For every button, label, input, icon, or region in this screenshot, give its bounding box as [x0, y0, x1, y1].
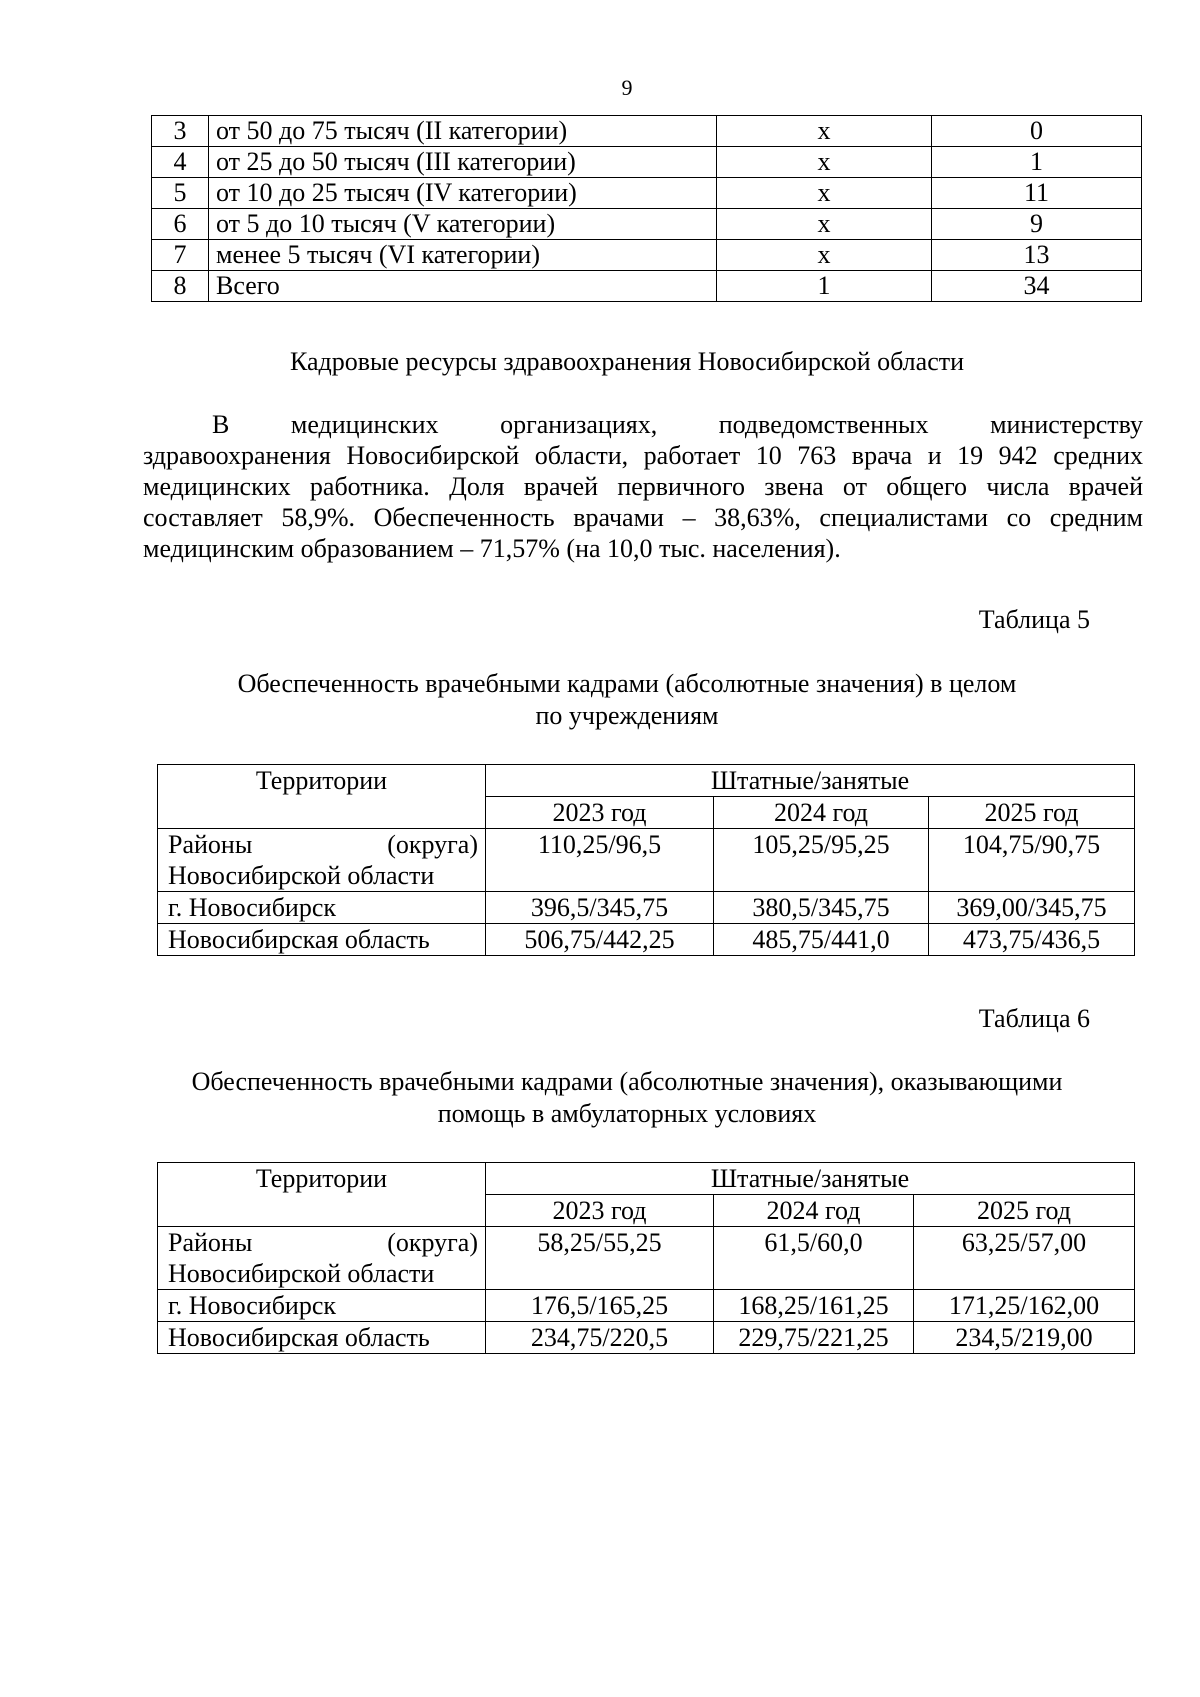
table-row — [158, 1322, 1135, 1354]
table-6-label: Таблица 6 — [978, 1004, 1090, 1033]
settlement-category-table — [151, 115, 1142, 302]
column-header-year: 2025 год — [929, 797, 1135, 829]
territory-name — [158, 829, 486, 892]
row-count: 13 — [932, 240, 1142, 271]
value-cell: 506,75/442,25 — [486, 924, 714, 956]
word: организациях, — [500, 410, 658, 439]
column-header-group: Штатные/занятые — [486, 1163, 1135, 1195]
territory-name: г. Новосибирск — [158, 1290, 486, 1322]
row-count: 9 — [932, 209, 1142, 240]
row-number: 5 — [152, 178, 209, 209]
row-label: от 10 до 25 тысяч (IV категории) — [209, 178, 717, 209]
territory-name-part: (округа) — [387, 1228, 478, 1257]
table-row — [152, 178, 1142, 209]
value-cell: 63,25/57,00 — [914, 1227, 1135, 1290]
row-value: х — [717, 240, 932, 271]
table-header-row — [158, 765, 1135, 797]
territory-name: Новосибирская область — [158, 1322, 486, 1354]
row-number: 3 — [152, 116, 209, 147]
table-row — [152, 147, 1142, 178]
column-header-territory: Территории — [158, 1163, 486, 1227]
row-count: 1 — [932, 147, 1142, 178]
table-5 — [157, 764, 1135, 956]
value-cell: 110,25/96,5 — [486, 829, 714, 892]
row-value: х — [717, 178, 932, 209]
value-cell: 176,5/165,25 — [486, 1290, 714, 1322]
body-paragraph — [143, 409, 1143, 564]
territory-name-line2: Новосибирской области — [168, 1259, 435, 1288]
word: В — [212, 410, 230, 439]
section-heading: Кадровые ресурсы здравоохранения Новосибирской области — [289, 347, 965, 376]
table-5-title-line2: по учреждениям — [535, 701, 719, 730]
row-value: х — [717, 147, 932, 178]
value-cell: 234,75/220,5 — [486, 1322, 714, 1354]
table-row — [158, 892, 1135, 924]
territory-name-part: Районы — [168, 1228, 253, 1257]
column-header-year: 2024 год — [714, 1195, 914, 1227]
row-number: 7 — [152, 240, 209, 271]
paragraph-first-line — [143, 409, 1143, 440]
row-label: Всего — [209, 271, 717, 302]
table-row — [158, 924, 1135, 956]
paragraph-rest: здравоохранения Новосибирской области, работает 10 763 врача и 19 942 средних медицинских работника. Доля врачей первичного звена от общего числа врачей составляет 58,9%. Обеспеченность врачами – 38,63%, специалистами со средним медицинским образованием – 71,57% (на 10,0 тыс. населения). — [143, 441, 1143, 563]
row-label: от 5 до 10 тысяч (V категории) — [209, 209, 717, 240]
row-count: 11 — [932, 178, 1142, 209]
territory-name-line2: Новосибирской области — [168, 861, 435, 890]
word: медицинских — [290, 410, 439, 439]
table-6-title-line2: помощь в амбулаторных условиях — [437, 1099, 817, 1128]
territory-name-part: Районы — [168, 830, 253, 859]
table-row — [152, 271, 1142, 302]
value-cell: 104,75/90,75 — [929, 829, 1135, 892]
value-cell: 369,00/345,75 — [929, 892, 1135, 924]
page-number: 9 — [621, 75, 633, 100]
territory-name: Новосибирская область — [158, 924, 486, 956]
value-cell: 168,25/161,25 — [714, 1290, 914, 1322]
value-cell: 473,75/436,5 — [929, 924, 1135, 956]
row-number: 8 — [152, 271, 209, 302]
table-row — [158, 829, 1135, 892]
table-row — [152, 240, 1142, 271]
table-row — [152, 209, 1142, 240]
word: подведомственных — [718, 410, 929, 439]
row-value: 1 — [717, 271, 932, 302]
row-label: от 50 до 75 тысяч (II категории) — [209, 116, 717, 147]
column-header-year: 2023 год — [486, 797, 714, 829]
row-number: 6 — [152, 209, 209, 240]
value-cell: 61,5/60,0 — [714, 1227, 914, 1290]
value-cell: 396,5/345,75 — [486, 892, 714, 924]
column-header-year: 2025 год — [914, 1195, 1135, 1227]
word: министерству — [990, 410, 1143, 439]
value-cell: 234,5/219,00 — [914, 1322, 1135, 1354]
row-value: х — [717, 116, 932, 147]
value-cell: 58,25/55,25 — [486, 1227, 714, 1290]
row-count: 0 — [932, 116, 1142, 147]
territory-name — [158, 1227, 486, 1290]
table-header-row — [158, 1163, 1135, 1195]
table-row — [158, 1227, 1135, 1290]
territory-name: г. Новосибирск — [158, 892, 486, 924]
territory-name-part: (округа) — [387, 830, 478, 859]
row-value: х — [717, 209, 932, 240]
row-count: 34 — [932, 271, 1142, 302]
row-number: 4 — [152, 147, 209, 178]
value-cell: 485,75/441,0 — [714, 924, 929, 956]
table-row — [158, 1290, 1135, 1322]
table-6 — [157, 1162, 1135, 1354]
table-6-title-line1: Обеспеченность врачебными кадрами (абсолютные значения), оказывающими — [191, 1067, 1063, 1096]
table-5-label: Таблица 5 — [978, 605, 1090, 634]
row-label: менее 5 тысяч (VI категории) — [209, 240, 717, 271]
column-header-year: 2023 год — [486, 1195, 714, 1227]
value-cell: 105,25/95,25 — [714, 829, 929, 892]
column-header-group: Штатные/занятые — [486, 765, 1135, 797]
column-header-territory: Территории — [158, 765, 486, 829]
value-cell: 380,5/345,75 — [714, 892, 929, 924]
row-label: от 25 до 50 тысяч (III категории) — [209, 147, 717, 178]
value-cell: 229,75/221,25 — [714, 1322, 914, 1354]
table-row — [152, 116, 1142, 147]
column-header-year: 2024 год — [714, 797, 929, 829]
table-5-title-line1: Обеспеченность врачебными кадрами (абсолютные значения) в целом — [237, 669, 1017, 698]
value-cell: 171,25/162,00 — [914, 1290, 1135, 1322]
